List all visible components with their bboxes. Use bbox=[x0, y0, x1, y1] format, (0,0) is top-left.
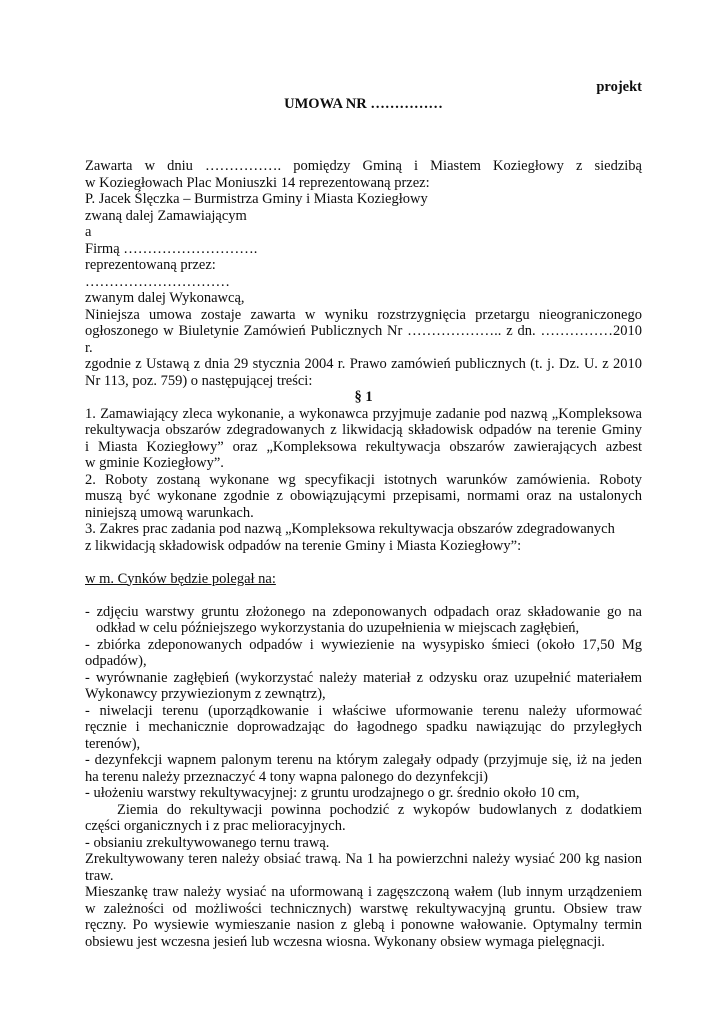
spacer bbox=[85, 112, 642, 158]
intro-line: Niniejsza umowa zostaje zawarta w wyniku rozstrzygnięcia przetargu nieograniczonego bbox=[85, 306, 642, 323]
intro-line: Nr 113, poz. 759) o następującej treści: bbox=[85, 372, 313, 389]
spacer bbox=[85, 554, 642, 571]
intro-line: zwanym dalej Wykonawcą, bbox=[85, 290, 245, 306]
task-line: ha terenu należy przeznaczyć 4 tony wapna palonego do dezynfekcji) bbox=[85, 768, 488, 785]
intro-line: Firmą ………………………. bbox=[85, 240, 258, 257]
task-line: odpadów), bbox=[85, 653, 147, 669]
section-1-line: i Miasta Koziegłowy” oraz „Kompleksowa rekultywacja obszarów zawierających azbest bbox=[85, 438, 642, 455]
cynkow-scope-heading: w m. Cynków będzie polegał na: bbox=[85, 570, 276, 587]
task-line: odkład w celu późniejszego wykorzystania do uzupełnienia w miejscach zagłębień, bbox=[96, 620, 580, 636]
task-line: - wyrównanie zagłębień (wykorzystać należy materiał z odzysku oraz uzupełnić materiałem bbox=[85, 669, 642, 686]
task-line: - obsianiu zrekultywowanego ternu trawą. bbox=[85, 834, 330, 851]
intro-line: ………………………… bbox=[85, 273, 230, 290]
intro-line: zwaną dalej Zamawiającym bbox=[85, 207, 247, 224]
task-line: - zbiórka zdeponowanych odpadów i wywiezienie na wysypisko śmieci (około 17,50 Mg bbox=[85, 636, 642, 653]
intro-line: ogłoszonego w Biuletynie Zamówień Publicznych Nr ……………….. z dn. ……………2010 r. bbox=[85, 323, 642, 356]
intro-line: Zawarta w dniu ……………. pomiędzy Gminą i Miastem Koziegłowy z siedzibą bbox=[85, 158, 642, 174]
task-line: - dezynfekcji wapnem palonym terenu na którym zalegały odpady (przyjmuje się, iż na jeden bbox=[85, 752, 642, 768]
section-1-line: 1. Zamawiający zleca wykonanie, a wykonawca przyjmuje zadanie pod nazwą „Kompleksowa bbox=[85, 405, 642, 422]
draft-label: projekt bbox=[596, 79, 642, 95]
task-line: w zależności od możliwości technicznych) warstwę rekultywacyjną gruntu. Obsiew traw bbox=[85, 900, 642, 917]
section-1-line: muszą być wykonane zgodnie z obowiązującymi przepisami, normami oraz na ustalonych bbox=[85, 488, 642, 504]
task-line: traw. bbox=[85, 867, 114, 884]
task-line: - niwelacji terenu (uporządkowanie i właściwe uformowanie terenu należy uformować bbox=[85, 702, 642, 719]
document-content bbox=[85, 79, 642, 950]
spacer bbox=[85, 587, 642, 604]
intro-line: a bbox=[85, 224, 92, 240]
section-1-line: z likwidacją składowisk odpadów na terenie Gminy i Miasta Koziegłowy”: bbox=[85, 537, 522, 554]
task-line: obsiewu jest wczesna jesień lub wczesna wiosna. Wykonany obsiew wymaga pielęgnacji. bbox=[85, 933, 605, 950]
intro-line: P. Jacek Ślęczka – Burmistrza Gminy i Miasta Koziegłowy bbox=[85, 191, 428, 207]
task-line: Wykonawcy przywiezionym z zewnątrz), bbox=[85, 686, 326, 702]
task-line: części organicznych i z prac melioracyjnych. bbox=[85, 818, 346, 834]
task-line: - ułożeniu warstwy rekultywacyjnej: z gruntu urodzajnego o gr. średnio około 10 cm, bbox=[85, 785, 580, 801]
section-1-line: w gminie Koziegłowy”. bbox=[85, 455, 224, 471]
section-1-line: 2. Roboty zostaną wykonane wg specyfikacji istotnych warunków zamówienia. Roboty bbox=[85, 471, 642, 488]
section-1-line: niniejszą umową warunkach. bbox=[85, 504, 254, 521]
section-1-line: rekultywacja obszarów zdegradowanych z likwidacją składowisk odpadów na terenie Gminy bbox=[85, 422, 642, 438]
task-line: ręcznie i mechanicznie doprowadzając do łagodnego spadku nawiązując do przyległych bbox=[85, 719, 642, 735]
intro-line: reprezentowaną przez: bbox=[85, 257, 216, 273]
task-line: terenów), bbox=[85, 735, 141, 752]
intro-line: w Koziegłowach Plac Moniuszki 14 reprezentowaną przez: bbox=[85, 174, 430, 191]
section-1-line: 3. Zakres prac zadania pod nazwą „Kompleksowa rekultywacja obszarów zdegradowanych bbox=[85, 521, 615, 537]
task-line: Ziemia do rekultywacji powinna pochodzić z wykopów budowlanych z dodatkiem bbox=[117, 801, 642, 818]
document-title: UMOWA NR …………… bbox=[284, 95, 443, 112]
intro-line: zgodnie z Ustawą z dnia 29 stycznia 2004 r. Prawo zamówień publicznych (t. j. Dz. U. z 2010 bbox=[85, 356, 642, 372]
task-line: Mieszankę traw należy wysiać na uformowaną i zagęszczoną wałem (lub innym urządzeniem bbox=[85, 884, 642, 900]
task-line: - zdjęciu warstwy gruntu złożonego na zdeponowanych odpadach oraz składowanie go na bbox=[85, 603, 642, 620]
task-line: ręczny. Po wysiewie wymieszanie nasion z glebą i ponowne wałowanie. Optymalny termin bbox=[85, 917, 642, 933]
task-line: Zrekultywowany teren należy obsiać trawą. Na 1 ha powierzchni należy wysiać 200 kg nasion bbox=[85, 851, 642, 867]
section-1-heading: § 1 bbox=[354, 389, 373, 405]
